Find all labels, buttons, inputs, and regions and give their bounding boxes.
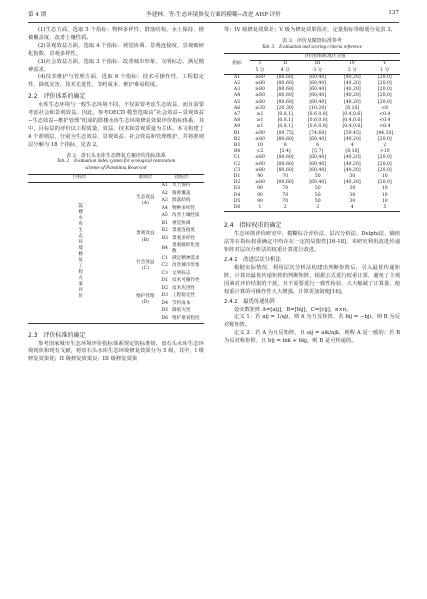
criterion-value: [60,40] [309, 136, 327, 142]
criterion-value: [40,20] [343, 93, 361, 99]
indicator-code: A2 [233, 80, 241, 86]
criterion-value: [60,40] [309, 155, 327, 161]
criterion-value: [20,0] [377, 74, 392, 80]
paragraph: 根据实际情况，利用层次分析法构建出判断矩阵后，引入最优传递矩阵，计算出最优传递矩阵的判断矩阵，根据公式进行权重计算，避免了主观因素对评价结果的干扰，且不需要进行一致性检验，大大缩减了计算量，使权重计算的可操作性大大增强，计算更加简便[16]。 [224, 264, 400, 295]
criterion-value: [20,0] [377, 167, 392, 173]
indicator-code: A4 [161, 205, 168, 211]
criterion-value: 70 [282, 186, 289, 192]
section-heading: 2.4 指标权重的确定 [224, 222, 282, 230]
criterion-value: [80,60] [276, 136, 294, 142]
indicator-code: D3 [233, 186, 241, 192]
criterion-value: [80,60] [276, 180, 294, 186]
criterion-cell: 景观效益(B) [136, 231, 155, 243]
criterion-value: 50 [314, 198, 321, 204]
criterion-value: ≥80 [255, 99, 265, 105]
criterion-value: 10 [381, 192, 388, 198]
criterion-value: [20,30] [276, 105, 294, 111]
indicator-code: A3 [161, 198, 168, 204]
paragraph: (3)社会效益方面，选取 3 个指标：改善城市形象、文明标志、满足精神需求。 [28, 58, 204, 73]
table-header-cell: V [383, 61, 387, 67]
indicator-code: A1 [161, 183, 168, 189]
criterion-value: [0.6,0.8] [307, 118, 328, 124]
indicator-code: A8 [233, 118, 241, 124]
criterion-value: 70 [282, 198, 289, 204]
criterion-value: 2 [383, 142, 387, 148]
criterion-cell: 社会效益(C) [136, 260, 155, 272]
criterion-value: ≥90 [255, 130, 265, 136]
criterion-value: 4 [350, 142, 354, 148]
criterion-value: [89,75] [276, 130, 294, 136]
criterion-value: [40,20] [343, 180, 361, 186]
criterion-value: [60,40] [309, 87, 327, 93]
indicator-code: D5 [233, 198, 241, 204]
right-column [224, 27, 400, 346]
criterion-value: 8 [283, 142, 287, 148]
indicator-name: 改善土壤性质 [172, 213, 200, 219]
criterion-value: [0.8,1] [277, 124, 293, 130]
criterion-value: 1 [258, 204, 262, 210]
criterion-value: 90 [257, 173, 263, 179]
criterion-value: [80,60] [276, 87, 294, 93]
paragraph: (4)技术维护与管理方面，选取 6 个指标：技术可操作性、工程稳定性、降低灾害、技术先进性、节约成本、维护难易程度。 [28, 74, 204, 89]
criterion-value: ≥80 [255, 74, 265, 80]
indicator-code: B2 [233, 136, 241, 142]
criterion-value: 90 [257, 186, 263, 192]
subsection-heading: 2.4.2 最优传递矩阵 [224, 298, 276, 305]
goal-cell [28, 182, 131, 323]
table-row [224, 74, 400, 81]
indicator-name: 改善城市形象 [172, 263, 200, 269]
indicator-code: A9 [233, 124, 241, 130]
indicator-code: D1 [233, 173, 241, 179]
indicator-name: 景观破碎化指数 [172, 242, 200, 254]
criterion-value: [0.8,1] [277, 111, 293, 117]
criterion-value: [80,60] [276, 167, 294, 173]
indicator-name: 技术可操作性 [172, 278, 200, 284]
criterion-value: 30 [349, 173, 356, 179]
indicator-code: D2 [161, 285, 169, 291]
definition-1: 定义 1：若 aij = 1/aji，则 A 为互反矩阵，若 bij = −bji，则 B 为反对称矩阵。 [224, 314, 400, 329]
criterion-value: [60,40] [309, 74, 327, 80]
criterion-value: 6 [316, 142, 320, 148]
indicator-name: 景观连接度 [172, 228, 196, 234]
indicator-name: 文明标志 [172, 270, 191, 276]
header-rule [28, 22, 399, 23]
criterion-value: [80,60] [276, 99, 294, 105]
indicator-code: D4 [233, 192, 241, 198]
page-number: 137 [388, 10, 399, 16]
indicator-code: A3 [233, 87, 241, 93]
table-caption-en: Tab. 3 Evaluation and scoring criteria reference [261, 44, 363, 50]
score-header-cell: 1 分 [380, 67, 390, 73]
paragraph: 水库生态环境与一般生态环境不同，不仅需要考虑生态效益，而且需要考虑社会和景观效益。因此，参考OECD 模型选取由“社会效益−景观效益−生态效益−维护管理”组成的鼓楼水库生态环境修复效果评价指标体系，其中，目标层的评价以工程质量、效益、技术和景观质量为主体。本文构建了 4 个准则层，分别为生态效益、景观效益、社会效益和管理维护，并将准则层分解为 18 个指标，见表 2。 [28, 102, 204, 148]
table-header-cell: IV [349, 61, 355, 67]
criterion-cell: 生态效益(A) [136, 195, 155, 207]
criterion-value: [74,60] [309, 130, 327, 136]
criterion-value: [40,20] [343, 87, 361, 93]
indicator-code: D6 [233, 204, 241, 210]
criterion-value: 5 [383, 204, 387, 210]
criterion-value: [80,60] [276, 161, 294, 167]
indicator-name: 水土保持 [172, 183, 191, 189]
criterion-value: [40,20] [343, 167, 361, 173]
criterion-value: [80,60] [276, 74, 294, 80]
criterion-value: [40,20] [343, 136, 361, 142]
criterion-value: 3 [316, 204, 320, 210]
score-header-cell: 3 分 [313, 67, 323, 73]
indicator-code: C2 [233, 161, 241, 167]
paragraph: 参考国家城市生态环境评价指标体系规定的标准值，盘石头水库生态环境现状和现有文献，将盘石头水库生态环境修复效果分为 5 级，其中，I 级修复效果优；II 级修复效果良；III 级修复效果 [28, 340, 204, 363]
criterion-value: [0.4,0.6] [342, 111, 363, 117]
indicator-code: B1 [161, 220, 168, 226]
indicator-name: 技术先进性 [172, 285, 196, 291]
indicator-name: 群落结构 [172, 198, 191, 204]
indicator-code: A5 [161, 213, 168, 219]
criterion-value: [10,20] [309, 105, 327, 111]
paragraph: (2)景观效益方面，选取 4 个指标：视觉协调、景观连接度、景观破碎化指数、景观多样性。 [28, 42, 204, 57]
criterion-value: [0.6,0.8] [307, 124, 328, 130]
indicator-system-table [28, 174, 204, 323]
criterion-value: 4 [350, 204, 354, 210]
indicator-code: D3 [161, 293, 169, 299]
criterion-value: [80,60] [276, 155, 294, 161]
criterion-value: [40,20] [343, 74, 361, 80]
criterion-value: ≥80 [255, 136, 265, 142]
criterion-value: >10 [379, 149, 390, 155]
criterion-value: ≥80 [255, 87, 265, 93]
criterion-value: [40,20] [343, 99, 361, 105]
definition-2: 定义 2：若 A 为互反矩阵，且 aij = aik/ajk，则称 A 是一致的；若 B 为反对称矩阵，且 bij = bik + bkj，则 B 是可传递的。 [224, 330, 400, 345]
criterion-value: 30 [349, 192, 356, 198]
criterion-value: <0.4 [379, 111, 391, 117]
scoring-criteria-table [224, 53, 400, 212]
section-heading: 2.2 评价体系的确定 [28, 93, 86, 101]
criterion-value: 50 [314, 186, 321, 192]
criterion-value: <0.4 [379, 118, 391, 124]
table-caption: 表 3 评价及赋值标准参考 [282, 37, 342, 44]
indicator-name: 节约成本 [172, 300, 191, 306]
criterion-value: [6,10] [345, 105, 360, 111]
indicator-code: D2 [233, 180, 241, 186]
criterion-value: [44,30] [376, 130, 394, 136]
table-header-cell: 目标层 [72, 175, 87, 181]
criterion-value: 70 [282, 192, 289, 198]
criterion-value: ≥80 [255, 93, 265, 99]
table-row [224, 205, 400, 212]
criterion-value: [60,40] [309, 93, 327, 99]
indicator-code: D1 [161, 278, 169, 284]
criterion-value: [40,20] [343, 155, 361, 161]
criterion-value: [20,0] [377, 136, 392, 142]
indicator-code: C3 [161, 270, 168, 276]
criterion-value: 2 [283, 204, 287, 210]
criterion-value: [0.4,0.6] [342, 118, 363, 124]
subsection-heading: 2.4.1 改进层次分析法 [224, 256, 281, 263]
criterion-value: [20,0] [377, 161, 392, 167]
scoring-table-body [224, 74, 400, 211]
criterion-value: [80,60] [276, 80, 294, 86]
criterion-value: [60,40] [309, 180, 327, 186]
criterion-value: ≥80 [255, 180, 265, 186]
indicator-code: A5 [233, 99, 241, 105]
table-header-cell: 指标层 [174, 175, 189, 181]
table-caption-en: Tab. 2 Evaluation index system for ecological restoration [56, 159, 176, 165]
indicator-name: 植被覆盖 [172, 190, 191, 196]
criterion-value: [20,0] [377, 180, 392, 186]
indicator-name: 满足精神需求 [172, 255, 200, 261]
matrix-definition: 设实数矩阵 A=[aij]，B=[bij]，C=[cij]，n×n。 [234, 306, 352, 313]
indicator-code: B4 [161, 245, 168, 251]
criterion-value: [60,40] [309, 161, 327, 167]
table-header-cell: 准则层 [138, 175, 153, 181]
criterion-value: 30 [349, 186, 356, 192]
criterion-value: [20,0] [377, 93, 392, 99]
criterion-value: 90 [257, 192, 263, 198]
paragraph: (1)生态方面，选取 5 个指标：物种多样性、群落结构、水土保持、植被覆盖度、改善土壤性质。 [28, 27, 204, 41]
indicator-name: 维护难易程度 [172, 315, 200, 321]
score-header-cell: 4 分 [280, 67, 290, 73]
indicator-code: B3 [233, 142, 241, 148]
table-header-cell: I [259, 61, 261, 67]
criterion-value: 10 [381, 198, 388, 204]
indicator-code: B4 [233, 149, 241, 155]
indicator-code: D6 [161, 315, 169, 321]
criterion-value: 30 [349, 198, 356, 204]
paragraph: 等；IV 级修复效果差；V 级为修复效果很差，定量指标等级划分见表 3。 [224, 27, 396, 33]
criterion-value: ≥80 [255, 80, 265, 86]
indicator-code: A6 [233, 105, 241, 111]
paragraph: 生态环境评价研究中，模糊综合评价法、层次分析法、Delphi法、熵值法等在指标权重确定中均存在一定的局限性[16-18]，本研究利用改进传递矩阵对层次分析法的权重计算进行改进。 [224, 231, 400, 253]
table-header-cell: II [283, 61, 288, 67]
criterion-value: 50 [314, 173, 321, 179]
criterion-value: ≥80 [255, 155, 265, 161]
criterion-value: [60,40] [309, 99, 327, 105]
issue-label: 第 4 期 [28, 12, 47, 18]
criterion-value: [20,0] [377, 155, 392, 161]
indicator-code: A2 [161, 190, 168, 196]
indicator-name: 视觉协调 [172, 220, 191, 226]
criterion-value: [40,20] [343, 80, 361, 86]
criterion-value: <2 [256, 149, 264, 155]
criterion-value: [3-4] [279, 149, 291, 155]
table-caption-en: scheme of Panshitou Reservoir [84, 165, 148, 171]
indicator-code: D5 [161, 308, 169, 314]
criterion-value: [20,0] [377, 80, 392, 86]
header-title: 李建林，等:生态环境修复方案的模糊−改进 AHP 评价 [146, 12, 281, 18]
criterion-value: [8,10] [345, 149, 360, 155]
criterion-value: [60,40] [309, 80, 327, 86]
criterion-value: ≥1 [256, 118, 264, 124]
criterion-value: 10 [381, 186, 388, 192]
goal-label: 鼓楼水库生态环境修复工程方案评价 [77, 203, 83, 300]
indicator-code: C2 [161, 263, 168, 269]
criterion-value: ≥80 [255, 167, 265, 173]
criterion-value: 70 [282, 173, 289, 179]
indicator-code: B3 [161, 235, 168, 241]
criterion-value: [80,60] [276, 93, 294, 99]
criterion-value: 10 [257, 142, 263, 148]
indicator-code: C1 [161, 255, 168, 261]
criterion-value: 90 [257, 198, 263, 204]
left-column [28, 27, 204, 364]
score-header-cell: 5 分 [255, 67, 265, 73]
running-header [28, 10, 399, 22]
indicator-name: 景观多样性 [172, 235, 196, 241]
criterion-value: [0.4,0.6] [342, 124, 363, 130]
indicator-code: B1 [233, 130, 241, 136]
indicator-code: A7 [233, 111, 241, 117]
criterion-value: [60,40] [309, 167, 327, 173]
score-header-cell: 2 分 [347, 67, 357, 73]
indicator-name: 工程稳定性 [172, 293, 196, 299]
criterion-value: ≥1 [256, 111, 264, 117]
criterion-value: <6 [381, 105, 389, 111]
table-header-cell: 指标 [232, 60, 242, 66]
criterion-value: [20,0] [377, 87, 392, 93]
indicator-code: C3 [233, 167, 241, 173]
criterion-value: [0.6,0.8] [307, 111, 328, 117]
criterion-value: 10 [381, 173, 388, 179]
criterion-value: ≥30 [255, 105, 265, 111]
criterion-value: [59,45] [343, 130, 361, 136]
table-caption: 表 2 盘石头水库生态修复方案评价指标体系 [66, 152, 166, 159]
criterion-value: 50 [314, 192, 321, 198]
indicator-name: 物种多样性 [172, 205, 196, 211]
criterion-value: [20,0] [377, 99, 392, 105]
indicator-code: A1 [233, 74, 241, 80]
criterion-value: ≥1 [256, 124, 264, 130]
criterion-value: ≥80 [255, 161, 265, 167]
indicator-name: 降低灾害 [172, 308, 191, 314]
indicator-code: A4 [233, 93, 241, 99]
table-header-group: 评价指标标准区分值 [250, 54, 400, 61]
indicator-code: C1 [233, 155, 241, 161]
indicator-code: B2 [161, 228, 168, 234]
criterion-value: [0.8,1] [277, 118, 293, 124]
criterion-value: [40,20] [343, 161, 361, 167]
table-header-cell: III [314, 61, 321, 67]
section-heading: 2.3 评价标准的确定 [28, 331, 86, 339]
indicator-code: D4 [161, 300, 169, 306]
criterion-value: <0.4 [379, 124, 391, 130]
criterion-cell: 维护管理(D) [136, 293, 155, 306]
criterion-value: [5,7] [312, 149, 324, 155]
